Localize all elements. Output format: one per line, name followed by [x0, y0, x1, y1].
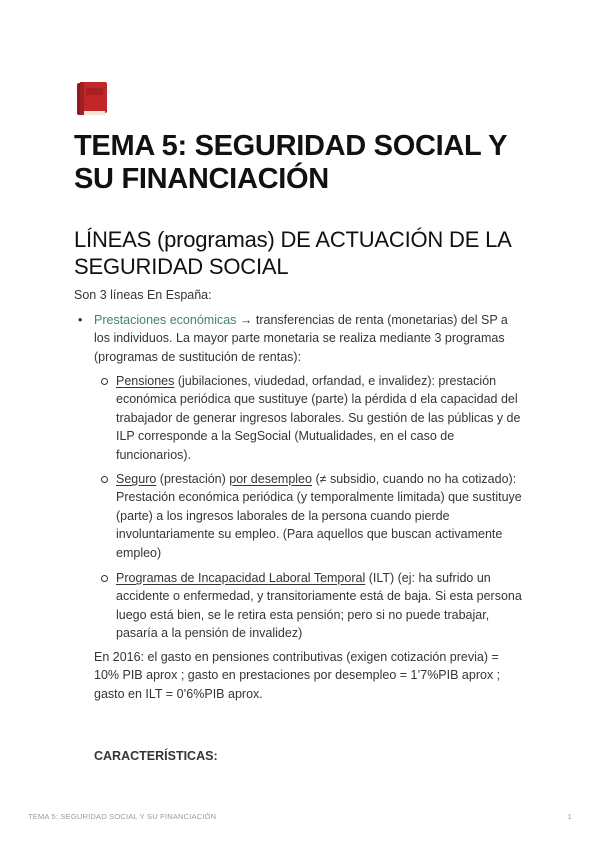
sub-bullet-circle [101, 476, 108, 483]
bullet-text: → transferencias de renta (monetarias) del SP a los individuos. La mayor parte monetaria se realiza mediante 3 programas (programas de sustitución de rentas): [94, 313, 508, 364]
seguro-term: Seguro [116, 472, 157, 486]
page-footer [28, 812, 572, 821]
page-number: 1 [567, 812, 572, 821]
section-heading: LÍNEAS (programas) DE ACTUACIÓN DE LA SEGURIDAD SOCIAL [74, 227, 511, 279]
desempleo-term: por desempleo [229, 472, 312, 486]
footer-title: TEMA 5: SEGURIDAD SOCIAL Y SU FINANCIACIÓN [28, 812, 217, 821]
subitem-pensiones [116, 372, 526, 464]
intro-text: Son 3 líneas En España: [74, 288, 212, 302]
bullet-disc: • [78, 313, 83, 327]
caracteristicas-heading: CARACTERÍSTICAS: [94, 748, 218, 763]
prestaciones-link-text: Prestaciones económicas [94, 313, 237, 327]
subitem-seguro [116, 470, 526, 562]
sub-bullet-circle [101, 575, 108, 582]
gasto-paragraph: En 2016: el gasto en pensiones contributivas (exigen cotización previa) = 10% PIB aprox ; gasto en prestaciones por desempleo = 1’7%PIB aprox ; gasto en ILT = 0’6%PIB aprox. [94, 650, 501, 701]
bullet-prestaciones [94, 311, 524, 366]
ilt-term: Programas de Incapacidad Laboral Temporal [116, 571, 366, 585]
seguro-text: (≠ subsidio, cuando no ha cotizado): Prestación económica periódica (y temporalmente limitada) que sustituye (parte) a los ingresos laborales de la persona cuando pierde involuntariamente su empleo. (Para aquellos que buscan activamente empleo) [116, 472, 522, 560]
page-title: TEMA 5: SEGURIDAD SOCIAL Y SU FINANCIACIÓN [74, 130, 507, 195]
pensiones-term: Pensiones [116, 374, 175, 388]
subitem-ilt [116, 569, 526, 643]
seguro-mid: (prestación) [156, 472, 230, 486]
sub-bullet-circle [101, 378, 108, 385]
ilt-text: (ILT) (ej: ha sufrido un accidente o enfermedad, y transitoriamente está de baja. Si esta persona luego está bien, se le retira esta pensión; pero si no puede trabajar, pasaría a la pensión de invalidez) [116, 571, 522, 641]
pensiones-text: (jubilaciones, viudedad, orfandad, e invalidez): prestación económica periódica que sustituye (parte) la pérdida d ela capacidad del trabajador de generar ingresos laborales. Su gestión de las públicas y de ILP corresponde a la SegSocial (Mutualidades, en el caso de funcionarios). [116, 374, 521, 462]
red-book-icon [74, 80, 110, 118]
